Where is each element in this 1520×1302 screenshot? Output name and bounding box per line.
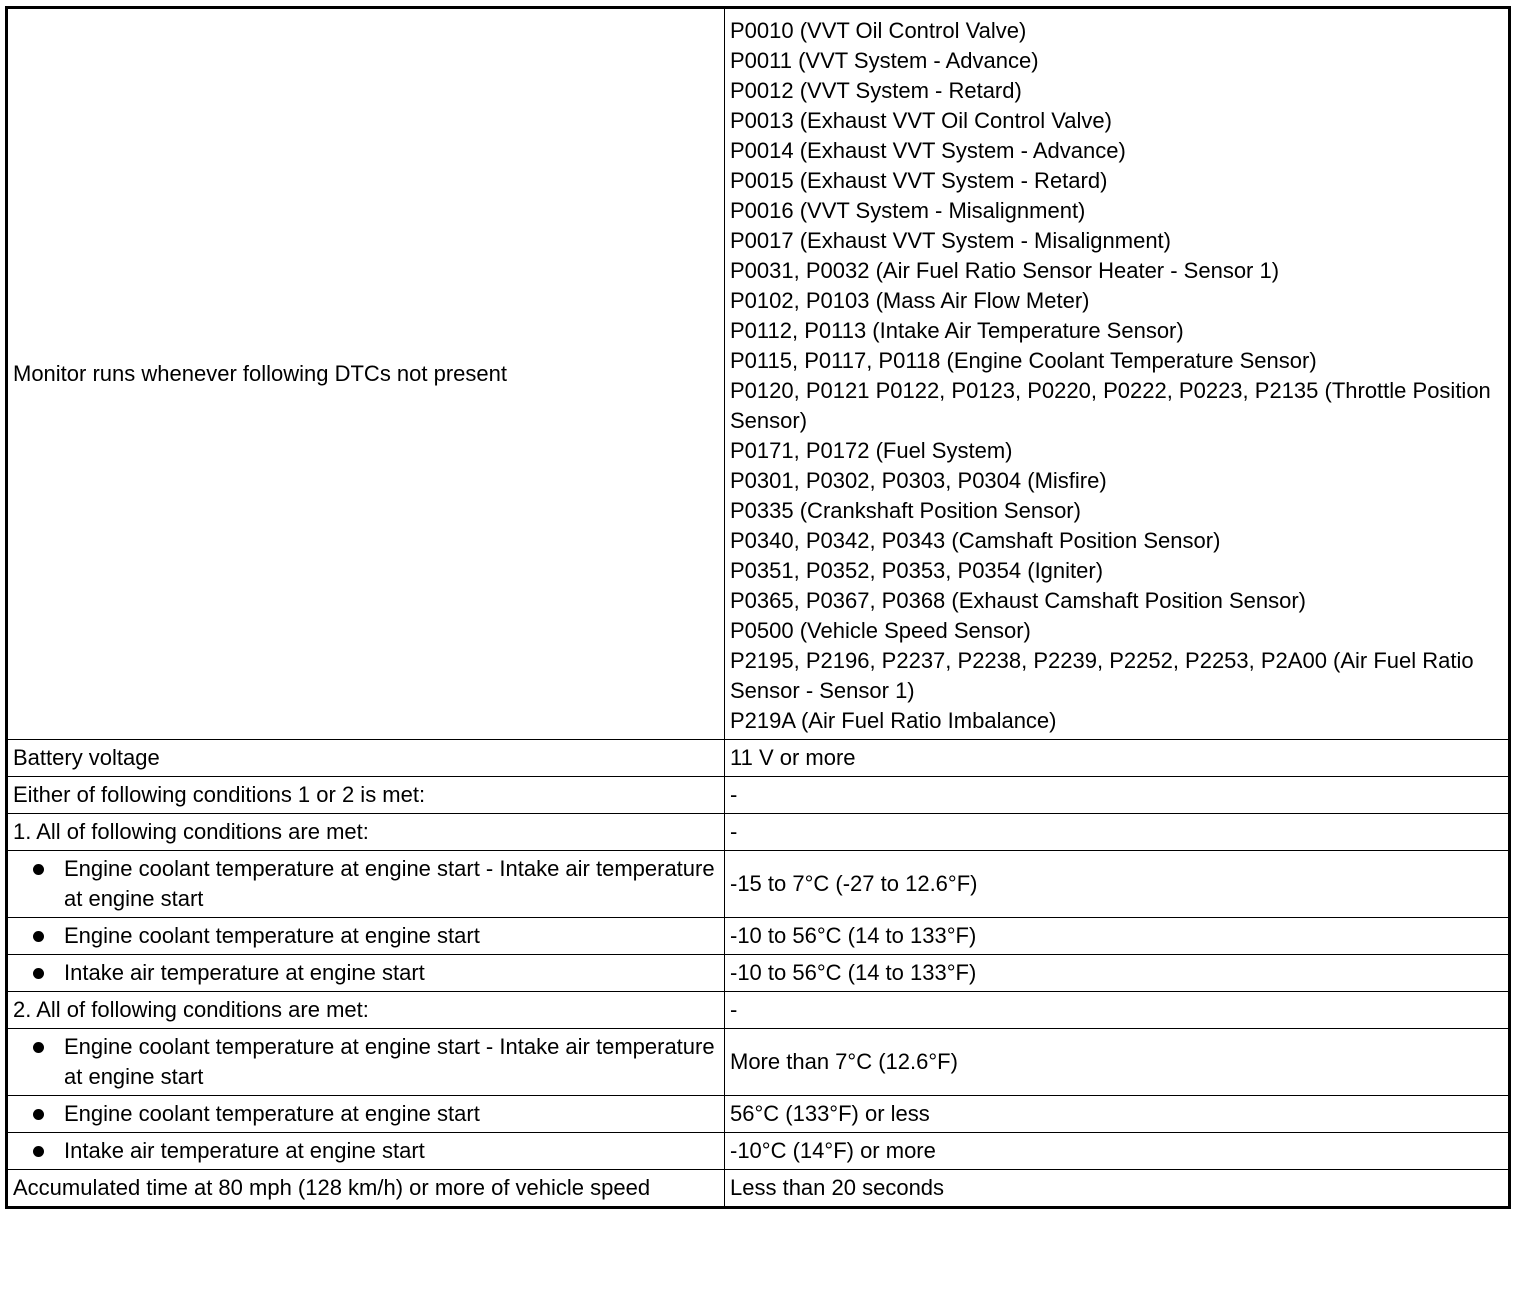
dtc-item: P0102, P0103 (Mass Air Flow Meter) (730, 288, 1090, 313)
row-label: Monitor runs whenever following DTCs not present (7, 8, 725, 740)
row-value: 56°C (133°F) or less (725, 1096, 1510, 1133)
row-value: - (725, 814, 1510, 851)
bullet-icon (33, 931, 44, 942)
bullet-icon (33, 864, 44, 875)
row-label: Intake air temperature at engine start (64, 960, 425, 985)
table-row (7, 992, 1510, 1029)
dtc-item: P0301, P0302, P0303, P0304 (Misfire) (730, 468, 1107, 493)
table-row (7, 1029, 1510, 1096)
dtc-item: P0335 (Crankshaft Position Sensor) (730, 498, 1081, 523)
table-row (7, 955, 1510, 992)
row-label: Accumulated time at 80 mph (128 km/h) or more of vehicle speed (7, 1170, 725, 1208)
row-value: - (725, 777, 1510, 814)
table-row (7, 740, 1510, 777)
dtc-item: P0012 (VVT System - Retard) (730, 78, 1022, 103)
row-value: -10 to 56°C (14 to 133°F) (725, 955, 1510, 992)
row-label-cell (7, 918, 725, 955)
bullet-icon (33, 1109, 44, 1120)
row-label: Intake air temperature at engine start (64, 1138, 425, 1163)
row-value: More than 7°C (12.6°F) (725, 1029, 1510, 1096)
row-label: Engine coolant temperature at engine start (64, 923, 480, 948)
dtc-item: P0365, P0367, P0368 (Exhaust Camshaft Position Sensor) (730, 588, 1307, 613)
table-row (7, 814, 1510, 851)
dtc-item: P0031, P0032 (Air Fuel Ratio Sensor Heater - Sensor 1) (730, 258, 1280, 283)
row-value: -10 to 56°C (14 to 133°F) (725, 918, 1510, 955)
row-value: Less than 20 seconds (725, 1170, 1510, 1208)
dtc-item: P0016 (VVT System - Misalignment) (730, 198, 1086, 223)
row-value: -10°C (14°F) or more (725, 1133, 1510, 1170)
bullet-icon (33, 968, 44, 979)
dtc-item: P0011 (VVT System - Advance) (730, 48, 1039, 73)
dtc-item: P0112, P0113 (Intake Air Temperature Sensor) (730, 318, 1184, 343)
row-label: Either of following conditions 1 or 2 is met: (7, 777, 725, 814)
dtc-item: P0014 (Exhaust VVT System - Advance) (730, 138, 1126, 163)
dtc-item: P0017 (Exhaust VVT System - Misalignment) (730, 228, 1171, 253)
row-label: Engine coolant temperature at engine start - Intake air temperature at engine start (64, 856, 715, 911)
table-row (7, 1170, 1510, 1208)
table-row (7, 851, 1510, 918)
row-label-cell (7, 1096, 725, 1133)
table-row (7, 1096, 1510, 1133)
row-label: Engine coolant temperature at engine start - Intake air temperature at engine start (64, 1034, 715, 1089)
table-row (7, 777, 1510, 814)
row-value: 11 V or more (725, 740, 1510, 777)
row-label: Engine coolant temperature at engine start (64, 1101, 480, 1126)
dtc-item: P0010 (VVT Oil Control Valve) (730, 18, 1027, 43)
row-label: 2. All of following conditions are met: (7, 992, 725, 1029)
row-label-cell (7, 955, 725, 992)
dtc-list (725, 8, 1510, 740)
bullet-icon (33, 1146, 44, 1157)
dtc-item: P0120, P0121 P0122, P0123, P0220, P0222, P0223, P2135 (Throttle Position Sensor) (730, 378, 1491, 433)
dtc-item: P0351, P0352, P0353, P0354 (Igniter) (730, 558, 1104, 583)
table-row (7, 918, 1510, 955)
dtc-item: P0340, P0342, P0343 (Camshaft Position Sensor) (730, 528, 1221, 553)
row-value: -15 to 7°C (-27 to 12.6°F) (725, 851, 1510, 918)
table-row (7, 8, 1510, 740)
dtc-item: P2195, P2196, P2237, P2238, P2239, P2252, P2253, P2A00 (Air Fuel Ratio Sensor - Sensor 1) (730, 648, 1474, 703)
row-label-cell (7, 851, 725, 918)
dtc-item: P0500 (Vehicle Speed Sensor) (730, 618, 1031, 643)
row-label: 1. All of following conditions are met: (7, 814, 725, 851)
dtc-item: P0171, P0172 (Fuel System) (730, 438, 1013, 463)
row-label: Battery voltage (7, 740, 725, 777)
table-row (7, 1133, 1510, 1170)
row-value: - (725, 992, 1510, 1029)
conditions-table (5, 6, 1511, 1209)
row-label-cell (7, 1029, 725, 1096)
bullet-icon (33, 1042, 44, 1053)
dtc-item: P0115, P0117, P0118 (Engine Coolant Temperature Sensor) (730, 348, 1317, 373)
dtc-item: P0013 (Exhaust VVT Oil Control Valve) (730, 108, 1112, 133)
dtc-item: P0015 (Exhaust VVT System - Retard) (730, 168, 1108, 193)
dtc-item: P219A (Air Fuel Ratio Imbalance) (730, 708, 1057, 733)
row-label-cell (7, 1133, 725, 1170)
